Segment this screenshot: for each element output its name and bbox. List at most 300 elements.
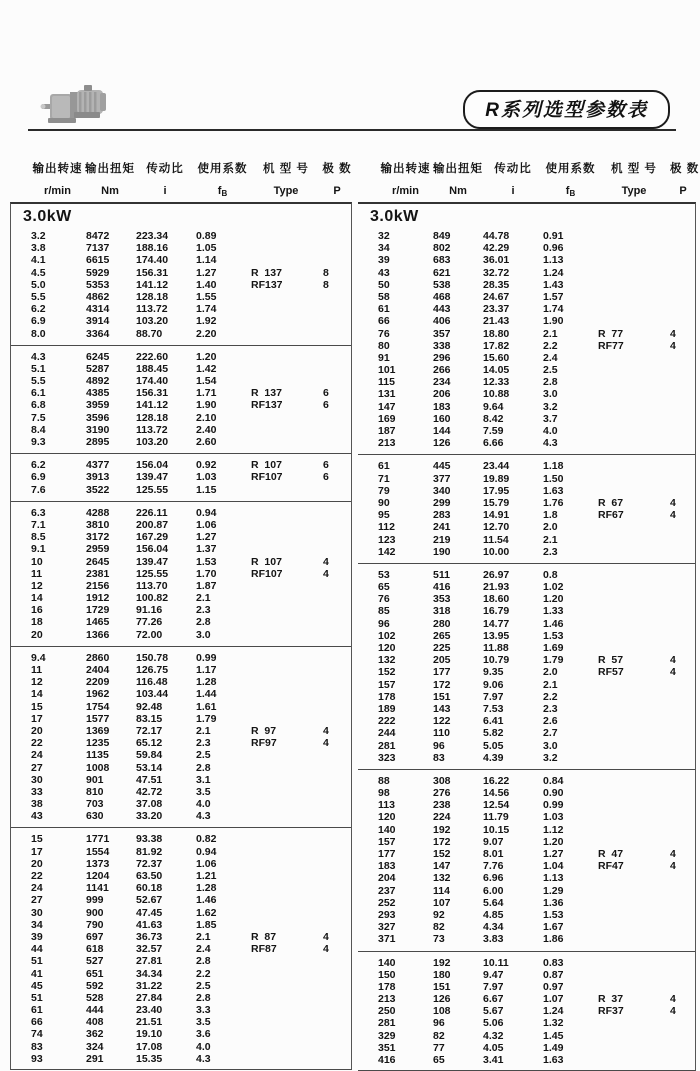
table-row bbox=[11, 531, 351, 543]
cell-ratio: 5.67 bbox=[483, 1005, 504, 1018]
cell-output-torque: 238 bbox=[433, 799, 451, 812]
cell-type bbox=[598, 909, 670, 921]
cell-output-torque: 527 bbox=[86, 955, 104, 968]
cell-output-speed: 43 bbox=[31, 810, 43, 823]
cell-poles bbox=[670, 534, 695, 546]
cell-ratio: 32.57 bbox=[136, 943, 163, 956]
cell-poles bbox=[670, 642, 695, 654]
parameter-group bbox=[358, 459, 695, 559]
cell-service-factor: 1.45 bbox=[543, 1029, 564, 1042]
cell-type bbox=[598, 715, 670, 727]
cell-poles bbox=[323, 882, 351, 894]
group-separator bbox=[358, 563, 695, 564]
cell-poles bbox=[323, 328, 351, 340]
cell-output-torque: 147 bbox=[433, 860, 451, 873]
cell-output-torque: 3914 bbox=[86, 315, 110, 328]
title-badge: R系列选型参数表 bbox=[463, 90, 670, 129]
table-row bbox=[358, 340, 695, 352]
cell-output-torque: 205 bbox=[433, 654, 451, 667]
cell-type bbox=[598, 364, 670, 376]
cell-service-factor: 2.6 bbox=[543, 715, 558, 728]
cell-output-torque: 82 bbox=[433, 1029, 445, 1042]
cell-output-torque: 83 bbox=[433, 751, 445, 764]
cell-service-factor: 1.79 bbox=[543, 654, 564, 667]
table-row bbox=[11, 943, 351, 955]
cell-ratio: 103.20 bbox=[136, 315, 169, 328]
cell-ratio: 9.64 bbox=[483, 400, 504, 413]
col-unit-type: Type bbox=[621, 185, 647, 197]
cell-ratio: 7.53 bbox=[483, 702, 504, 715]
table-row bbox=[11, 701, 351, 713]
cell-service-factor: 1.46 bbox=[196, 894, 217, 907]
cell-service-factor: 4.0 bbox=[543, 425, 558, 437]
cell-ratio: 37.08 bbox=[136, 798, 163, 811]
table-row bbox=[358, 460, 695, 472]
cell-output-torque: 122 bbox=[433, 715, 451, 728]
cell-output-torque: 6615 bbox=[86, 254, 110, 267]
cell-poles bbox=[323, 616, 351, 628]
cell-service-factor: 1.18 bbox=[543, 460, 564, 473]
cell-ratio: 42.72 bbox=[136, 785, 163, 798]
cell-service-factor: 2.0 bbox=[543, 666, 558, 679]
cell-ratio: 150.78 bbox=[136, 651, 169, 664]
cell-service-factor: 1.06 bbox=[196, 857, 217, 870]
cell-type bbox=[251, 846, 323, 858]
cell-service-factor: 2.3 bbox=[196, 604, 211, 617]
table-column-left bbox=[10, 158, 352, 1071]
cell-ratio: 222.60 bbox=[136, 350, 169, 363]
cell-ratio: 14.05 bbox=[483, 364, 510, 377]
cell-output-torque: 445 bbox=[433, 460, 451, 473]
cell-service-factor: 2.5 bbox=[196, 979, 211, 992]
cell-output-torque: 224 bbox=[433, 811, 451, 824]
cell-poles bbox=[670, 593, 695, 605]
cell-service-factor: 2.4 bbox=[543, 351, 558, 364]
cell-output-speed: 95 bbox=[378, 509, 390, 522]
table-row bbox=[358, 872, 695, 884]
cell-type: RF67 bbox=[598, 509, 624, 522]
table-row bbox=[358, 860, 695, 872]
table-row bbox=[358, 534, 695, 546]
table-row bbox=[358, 376, 695, 388]
cell-ratio: 27.84 bbox=[136, 991, 163, 1004]
cell-output-torque: 7137 bbox=[86, 242, 110, 255]
cell-output-speed: 11 bbox=[31, 664, 43, 676]
cell-poles bbox=[670, 1042, 695, 1054]
cell-output-speed: 6.1 bbox=[31, 387, 46, 400]
cell-output-speed: 80 bbox=[378, 339, 390, 352]
col-label-type: 机 型 号 bbox=[611, 163, 657, 175]
cell-type: RF47 bbox=[598, 860, 624, 873]
cell-type bbox=[251, 858, 323, 870]
cell-output-torque: 683 bbox=[433, 254, 451, 267]
cell-output-speed: 4.5 bbox=[31, 266, 46, 279]
cell-output-torque: 1373 bbox=[86, 857, 110, 870]
col-label-poles: 极 数 bbox=[670, 163, 700, 175]
cell-output-torque: 132 bbox=[433, 872, 451, 885]
table-row bbox=[11, 279, 351, 291]
cell-type bbox=[598, 546, 670, 558]
cell-output-torque: 108 bbox=[433, 1005, 451, 1018]
cell-ratio: 12.70 bbox=[483, 521, 510, 534]
table-row bbox=[11, 980, 351, 992]
cell-ratio: 72.00 bbox=[136, 628, 163, 641]
cell-type bbox=[251, 629, 323, 641]
cell-type: R 107 bbox=[251, 555, 282, 568]
table-row bbox=[11, 604, 351, 616]
cell-ratio: 12.54 bbox=[483, 799, 510, 812]
cell-service-factor: 1.12 bbox=[543, 823, 564, 836]
cell-poles: 4 bbox=[670, 339, 676, 352]
cell-service-factor: 2.10 bbox=[196, 411, 217, 424]
cell-ratio: 9.35 bbox=[483, 666, 504, 679]
cell-poles bbox=[323, 230, 351, 242]
cell-output-speed: 113 bbox=[378, 799, 395, 812]
cell-output-torque: 651 bbox=[86, 967, 104, 980]
table-row bbox=[358, 642, 695, 654]
cell-service-factor: 2.40 bbox=[196, 423, 217, 436]
cell-output-speed: 44 bbox=[31, 943, 43, 956]
table-row bbox=[11, 412, 351, 424]
cell-type bbox=[251, 436, 323, 448]
cell-output-speed: 32 bbox=[378, 230, 390, 242]
cell-type: R 47 bbox=[598, 848, 624, 860]
cell-poles: 4 bbox=[670, 509, 676, 522]
cell-ratio: 72.17 bbox=[136, 724, 163, 737]
cell-output-torque: 2895 bbox=[86, 436, 110, 448]
table-row bbox=[11, 254, 351, 266]
cell-ratio: 93.38 bbox=[136, 833, 163, 846]
table-row bbox=[11, 664, 351, 676]
cell-type bbox=[598, 836, 670, 848]
cell-ratio: 116.48 bbox=[136, 676, 168, 689]
cell-ratio: 47.45 bbox=[136, 906, 163, 919]
table-row bbox=[11, 291, 351, 303]
cell-output-torque: 4314 bbox=[86, 303, 110, 316]
cell-output-torque: 408 bbox=[86, 1016, 104, 1029]
cell-ratio: 18.60 bbox=[483, 593, 510, 606]
cell-ratio: 91.16 bbox=[136, 604, 163, 617]
cell-output-torque: 1577 bbox=[86, 712, 110, 725]
table-row bbox=[358, 957, 695, 969]
table-row bbox=[11, 568, 351, 580]
col-label-speed: 输出转速 bbox=[32, 163, 83, 175]
table-row bbox=[11, 870, 351, 882]
cell-output-torque: 126 bbox=[433, 437, 451, 450]
cell-output-speed: 7.6 bbox=[31, 483, 46, 496]
cell-output-torque: 3172 bbox=[86, 531, 110, 544]
cell-output-speed: 3.8 bbox=[31, 242, 46, 255]
table-row bbox=[358, 291, 695, 303]
cell-ratio: 113.70 bbox=[136, 579, 168, 592]
table-row bbox=[11, 267, 351, 279]
cell-output-speed: 6.2 bbox=[31, 303, 46, 316]
cell-type bbox=[598, 401, 670, 413]
table-row bbox=[11, 688, 351, 700]
cell-output-torque: 234 bbox=[433, 376, 451, 389]
table-row bbox=[358, 824, 695, 836]
cell-service-factor: 0.90 bbox=[543, 787, 564, 800]
cell-output-speed: 237 bbox=[378, 884, 396, 897]
cell-type bbox=[598, 1042, 670, 1054]
cell-output-torque: 3810 bbox=[86, 518, 110, 531]
cell-ratio: 5.64 bbox=[483, 896, 504, 909]
cell-output-speed: 8.4 bbox=[31, 423, 46, 436]
table-row bbox=[358, 885, 695, 897]
cell-output-torque: 5929 bbox=[86, 266, 110, 279]
cell-ratio: 34.34 bbox=[136, 967, 163, 980]
cell-poles: 4 bbox=[323, 724, 329, 737]
cell-output-speed: 213 bbox=[378, 993, 396, 1006]
cell-type bbox=[598, 437, 670, 449]
factor-subscript: B bbox=[221, 189, 228, 198]
cell-output-torque: 206 bbox=[433, 388, 451, 401]
cell-output-speed: 45 bbox=[31, 979, 43, 992]
cell-output-speed: 281 bbox=[378, 739, 396, 752]
cell-output-torque: 107 bbox=[433, 896, 451, 909]
cell-output-torque: 172 bbox=[433, 835, 451, 848]
col-label-factor: 使用系数 bbox=[545, 163, 596, 175]
cell-output-speed: 14 bbox=[31, 592, 43, 605]
group-separator bbox=[358, 769, 695, 770]
cell-poles bbox=[323, 629, 351, 641]
cell-service-factor: 1.33 bbox=[543, 605, 564, 618]
cell-type bbox=[251, 291, 323, 303]
cell-output-torque: 1465 bbox=[86, 616, 110, 629]
cell-type: R 107 bbox=[251, 459, 282, 472]
cell-type bbox=[598, 872, 670, 884]
cell-output-torque: 630 bbox=[86, 810, 104, 823]
col-unit-torque: Nm bbox=[101, 185, 119, 197]
cell-poles: 6 bbox=[323, 459, 329, 472]
cell-output-speed: 187 bbox=[378, 425, 396, 437]
cell-poles bbox=[323, 676, 351, 688]
cell-poles bbox=[670, 254, 695, 266]
cell-ratio: 6.96 bbox=[483, 872, 504, 885]
cell-poles bbox=[670, 413, 695, 425]
cell-service-factor: 2.4 bbox=[196, 943, 211, 956]
cell-type bbox=[251, 870, 323, 882]
table-row bbox=[358, 303, 695, 315]
cell-poles bbox=[670, 581, 695, 593]
table-row bbox=[11, 894, 351, 906]
cell-poles bbox=[670, 303, 695, 315]
cell-service-factor: 1.13 bbox=[543, 872, 564, 885]
cell-service-factor: 2.3 bbox=[543, 702, 558, 715]
cell-service-factor: 1.04 bbox=[543, 860, 564, 873]
cell-output-speed: 20 bbox=[31, 724, 43, 737]
cell-service-factor: 1.74 bbox=[196, 303, 217, 316]
cell-service-factor: 1.69 bbox=[543, 642, 564, 654]
cell-output-speed: 112 bbox=[378, 521, 395, 534]
cell-type bbox=[251, 992, 323, 1004]
cell-ratio: 4.05 bbox=[483, 1041, 504, 1054]
cell-poles bbox=[670, 811, 695, 823]
cell-output-speed: 9.4 bbox=[31, 651, 46, 664]
cell-output-torque: 2959 bbox=[86, 543, 110, 556]
cell-poles bbox=[670, 981, 695, 993]
cell-output-speed: 132 bbox=[378, 654, 396, 667]
cell-ratio: 27.81 bbox=[136, 955, 163, 968]
cell-output-speed: 8.0 bbox=[31, 327, 46, 340]
col-unit-ratio: i bbox=[163, 185, 167, 197]
cell-output-speed: 169 bbox=[378, 412, 396, 425]
cell-type bbox=[251, 1053, 323, 1065]
cell-ratio: 26.97 bbox=[483, 568, 510, 581]
cell-output-torque: 3596 bbox=[86, 411, 110, 424]
table-row bbox=[358, 605, 695, 617]
cell-output-speed: 34 bbox=[378, 242, 390, 255]
cell-ratio: 12.33 bbox=[483, 376, 510, 389]
cell-output-speed: 61 bbox=[31, 1004, 43, 1017]
cell-poles bbox=[670, 376, 695, 388]
cell-type bbox=[598, 279, 670, 291]
cell-poles bbox=[323, 351, 351, 363]
cell-poles bbox=[670, 473, 695, 485]
cell-ratio: 113.72 bbox=[136, 423, 168, 436]
cell-output-torque: 151 bbox=[433, 980, 451, 993]
cell-output-speed: 4.1 bbox=[31, 254, 46, 267]
factor-symbol: f bbox=[565, 185, 570, 197]
cell-type bbox=[598, 981, 670, 993]
table-row bbox=[358, 425, 695, 437]
table-row bbox=[358, 897, 695, 909]
table-row bbox=[358, 401, 695, 413]
group-separator bbox=[11, 501, 351, 502]
cell-output-torque: 65 bbox=[433, 1054, 445, 1066]
table-header bbox=[10, 158, 352, 202]
cell-type bbox=[598, 933, 670, 945]
cell-poles bbox=[323, 242, 351, 254]
cell-ratio: 5.06 bbox=[483, 1017, 504, 1030]
cell-poles bbox=[670, 921, 695, 933]
table-row bbox=[11, 846, 351, 858]
cell-service-factor: 0.99 bbox=[196, 651, 217, 664]
header-row-chinese bbox=[10, 158, 352, 180]
cell-service-factor: 1.42 bbox=[196, 362, 217, 375]
parameter-group bbox=[11, 458, 351, 497]
cell-poles bbox=[670, 242, 695, 254]
cell-service-factor: 1.53 bbox=[543, 908, 564, 921]
table-row bbox=[11, 676, 351, 688]
cell-ratio: 7.59 bbox=[483, 425, 504, 437]
cell-ratio: 167.29 bbox=[136, 531, 169, 544]
cell-type: RF37 bbox=[598, 1005, 624, 1018]
table-row bbox=[358, 328, 695, 340]
cell-type bbox=[251, 762, 323, 774]
table-row bbox=[11, 798, 351, 810]
cell-output-torque: 340 bbox=[433, 484, 451, 497]
cell-service-factor: 2.20 bbox=[196, 327, 217, 340]
cell-output-speed: 6.3 bbox=[31, 506, 46, 519]
cell-output-torque: 1962 bbox=[86, 688, 110, 701]
cell-ratio: 14.91 bbox=[483, 509, 510, 522]
table-row bbox=[358, 509, 695, 521]
cell-ratio: 7.97 bbox=[483, 690, 504, 703]
cell-ratio: 32.72 bbox=[483, 266, 510, 279]
cell-service-factor: 1.28 bbox=[196, 676, 217, 689]
cell-type bbox=[251, 652, 323, 664]
cell-output-speed: 61 bbox=[378, 460, 390, 473]
cell-ratio: 3.41 bbox=[483, 1054, 504, 1066]
table-row bbox=[11, 592, 351, 604]
cell-ratio: 6.66 bbox=[483, 437, 504, 450]
cell-service-factor: 1.02 bbox=[543, 581, 564, 594]
cell-output-speed: 53 bbox=[378, 568, 390, 581]
table-row bbox=[11, 328, 351, 340]
cell-output-speed: 329 bbox=[378, 1029, 396, 1042]
cell-output-speed: 39 bbox=[31, 930, 43, 943]
cell-type bbox=[251, 907, 323, 919]
cell-type bbox=[598, 1054, 670, 1066]
cell-service-factor: 2.8 bbox=[196, 955, 211, 968]
table-row bbox=[358, 727, 695, 739]
cell-output-speed: 30 bbox=[31, 906, 43, 919]
cell-output-speed: 177 bbox=[378, 848, 396, 860]
cell-output-speed: 14 bbox=[31, 688, 43, 701]
cell-ratio: 6.41 bbox=[483, 715, 504, 728]
cell-service-factor: 2.7 bbox=[543, 727, 558, 740]
cell-output-torque: 114 bbox=[433, 884, 450, 897]
cell-output-torque: 901 bbox=[86, 773, 104, 786]
cell-poles bbox=[670, 897, 695, 909]
cell-ratio: 5.05 bbox=[483, 739, 504, 752]
cell-service-factor: 4.3 bbox=[196, 810, 211, 823]
cell-type: RF107 bbox=[251, 567, 283, 580]
cell-type: RF97 bbox=[251, 737, 277, 750]
cell-ratio: 10.88 bbox=[483, 388, 510, 401]
cell-output-torque: 1912 bbox=[86, 592, 110, 605]
table-row bbox=[358, 981, 695, 993]
cell-poles bbox=[670, 401, 695, 413]
cell-type bbox=[598, 811, 670, 823]
parameter-group bbox=[358, 774, 695, 947]
cell-output-speed: 11 bbox=[31, 567, 43, 580]
factor-subscript: B bbox=[569, 189, 576, 198]
cell-output-speed: 90 bbox=[378, 496, 390, 509]
cell-poles bbox=[323, 291, 351, 303]
cell-ratio: 59.84 bbox=[136, 749, 163, 762]
col-unit-poles: P bbox=[679, 185, 687, 197]
cell-service-factor: 1.14 bbox=[196, 254, 217, 267]
cell-poles bbox=[323, 531, 351, 543]
cell-ratio: 8.42 bbox=[483, 412, 504, 425]
cell-service-factor: 1.05 bbox=[196, 242, 217, 255]
table-row bbox=[11, 725, 351, 737]
cell-poles bbox=[323, 1004, 351, 1016]
cell-type bbox=[251, 980, 323, 992]
cell-ratio: 13.95 bbox=[483, 629, 510, 642]
cell-type bbox=[598, 787, 670, 799]
col-unit-speed: r/min bbox=[392, 185, 419, 197]
cell-poles bbox=[323, 858, 351, 870]
cell-output-torque: 697 bbox=[86, 930, 104, 943]
cell-output-speed: 351 bbox=[378, 1041, 396, 1054]
cell-poles bbox=[670, 437, 695, 449]
table-row bbox=[11, 471, 351, 483]
table-row bbox=[11, 749, 351, 761]
cell-output-torque: 790 bbox=[86, 918, 104, 931]
cell-output-torque: 3364 bbox=[86, 327, 110, 340]
cell-output-speed: 5.1 bbox=[31, 362, 46, 375]
cell-ratio: 72.37 bbox=[136, 857, 163, 870]
cell-type bbox=[598, 254, 670, 266]
cell-service-factor: 2.3 bbox=[196, 737, 211, 750]
table-row bbox=[358, 969, 695, 981]
cell-type bbox=[251, 810, 323, 822]
cell-type bbox=[598, 593, 670, 605]
cell-ratio: 65.12 bbox=[136, 737, 163, 750]
